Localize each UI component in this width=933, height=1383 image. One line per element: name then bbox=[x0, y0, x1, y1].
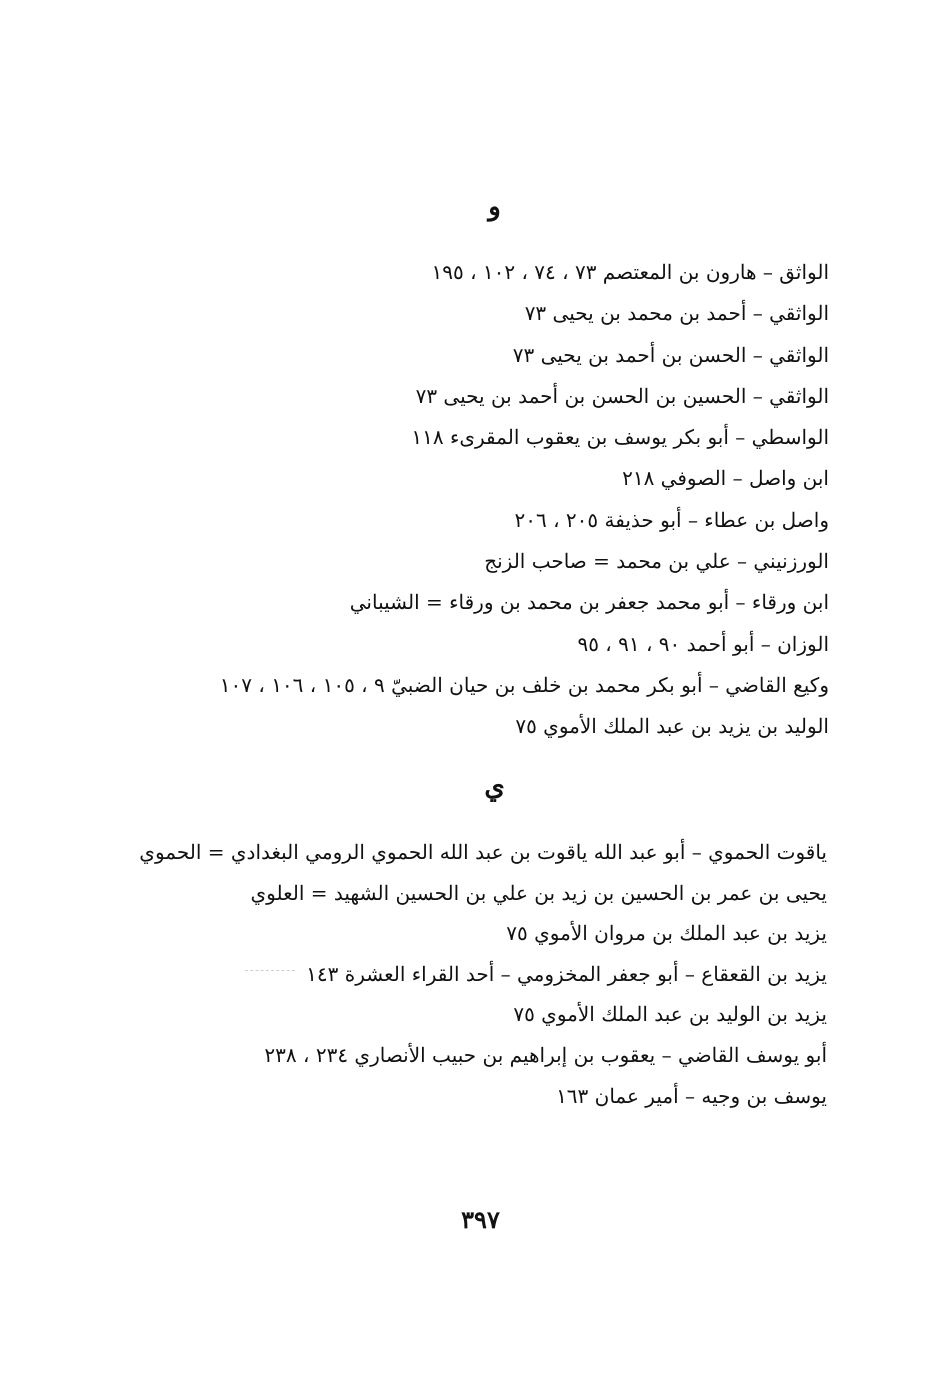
index-entry: الواثقي – الحسن بن أحمد بن يحيى ٧٣ bbox=[512, 342, 829, 367]
index-entry: يحيى بن عمر بن الحسين بن زيد بن علي بن الحسين الشهيد = العلوي bbox=[250, 880, 827, 905]
index-entry: ياقوت الحموي – أبو عبد الله ياقوت بن عبد الله الحموي الرومي البغدادي = الحموي bbox=[139, 840, 827, 864]
index-entry: يزيد بن الوليد بن عبد الملك الأموي ٧٥ bbox=[513, 1002, 827, 1027]
index-entry: الواسطي – أبو بكر يوسف بن يعقوب المقرىء ١١٨ bbox=[411, 425, 829, 450]
index-entry: واصل بن عطاء – أبو حذيفة ٢٠٥ ، ٢٠٦ bbox=[514, 507, 829, 532]
index-entry: أبو يوسف القاضي – يعقوب بن إبراهيم بن حبيب الأنصاري ٢٣٤ ، ٢٣٨ bbox=[264, 1042, 827, 1067]
entry-list-ya bbox=[107, 832, 827, 1116]
index-entry: ابن واصل – الصوفي ٢١٨ bbox=[622, 466, 829, 491]
index-entry: الورزنيني – علي بن محمد = صاحب الزنج bbox=[484, 549, 829, 574]
index-entry: الوزان – أبو أحمد ٩٠ ، ٩١ ، ٩٥ bbox=[577, 631, 829, 656]
entry-list-waw bbox=[109, 252, 829, 748]
scan-artifact-line bbox=[245, 970, 295, 971]
index-entry: وكيع القاضي – أبو بكر محمد بن خلف بن حيان الضبيّ ٩ ، ١٠٥ ، ١٠٦ ، ١٠٧ bbox=[219, 672, 829, 697]
index-entry: ابن ورقاء – أبو محمد جعفر بن محمد بن ورقاء = الشيباني bbox=[349, 590, 829, 615]
section-heading-waw: و bbox=[488, 192, 501, 222]
index-entry: يوسف بن وجيه – أمير عمان ١٦٣ bbox=[556, 1083, 827, 1108]
page-number: ٣٩٧ bbox=[461, 1205, 500, 1234]
index-entry: الواثق – هارون بن المعتصم ٧٣ ، ٧٤ ، ١٠٢ ، ١٩٥ bbox=[431, 260, 829, 284]
index-entry: الوليد بن يزيد بن عبد الملك الأموي ٧٥ bbox=[515, 714, 829, 739]
section-heading-ya: ي bbox=[484, 772, 505, 802]
index-entry: الواثقي – أحمد بن محمد بن يحيى ٧٣ bbox=[524, 301, 829, 326]
index-entry: يزيد بن عبد الملك بن مروان الأموي ٧٥ bbox=[506, 921, 827, 946]
index-entry: يزيد بن القعقاع – أبو جعفر المخزومي – أحد القراء العشرة ١٤٣ bbox=[306, 961, 827, 986]
index-entry: الواثقي – الحسين بن الحسن بن أحمد بن يحيى ٧٣ bbox=[415, 383, 829, 408]
